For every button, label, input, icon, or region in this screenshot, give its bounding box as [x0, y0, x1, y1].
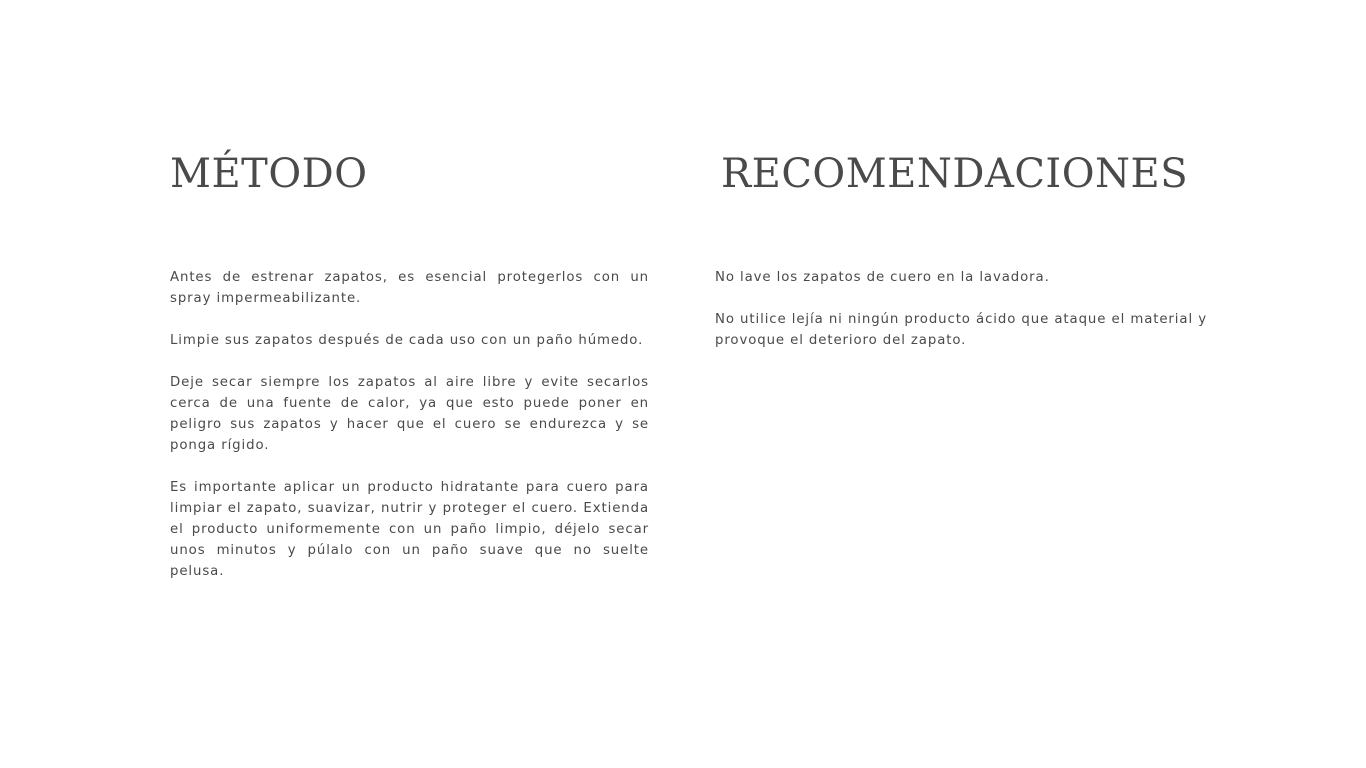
recomendaciones-paragraph: No lave los zapatos de cuero en la lavadora. [715, 270, 1050, 285]
metodo-paragraph: Deje secar siempre los zapatos al aire libre y evite secarlos cerca de una fuente de calor, ya que esto puede poner en peligro sus zapatos y hacer que el cuero se endurezca y se ponga rígido. [170, 375, 649, 453]
metodo-body [170, 267, 649, 603]
metodo-paragraph: Es importante aplicar un producto hidratante para cuero para limpiar el zapato, suavizar, nutrir y proteger el cuero. Extienda el producto uniformemente con un paño limpio, déjelo secar unos minutos y púlalo con un paño suave que no suelte pelusa. [170, 480, 649, 579]
recomendaciones-paragraph: No utilice lejía ni ningún producto ácido que ataque el material y provoque el deterioro del zapato. [715, 312, 1207, 348]
recomendaciones-body [715, 267, 1207, 372]
recomendaciones-title: RECOMENDACIONES [721, 151, 1189, 197]
metodo-title: MÉTODO [170, 151, 368, 197]
metodo-paragraph: Limpie sus zapatos después de cada uso con un paño húmedo. [170, 333, 644, 348]
metodo-paragraph: Antes de estrenar zapatos, es esencial protegerlos con un spray impermeabilizante. [170, 270, 649, 306]
